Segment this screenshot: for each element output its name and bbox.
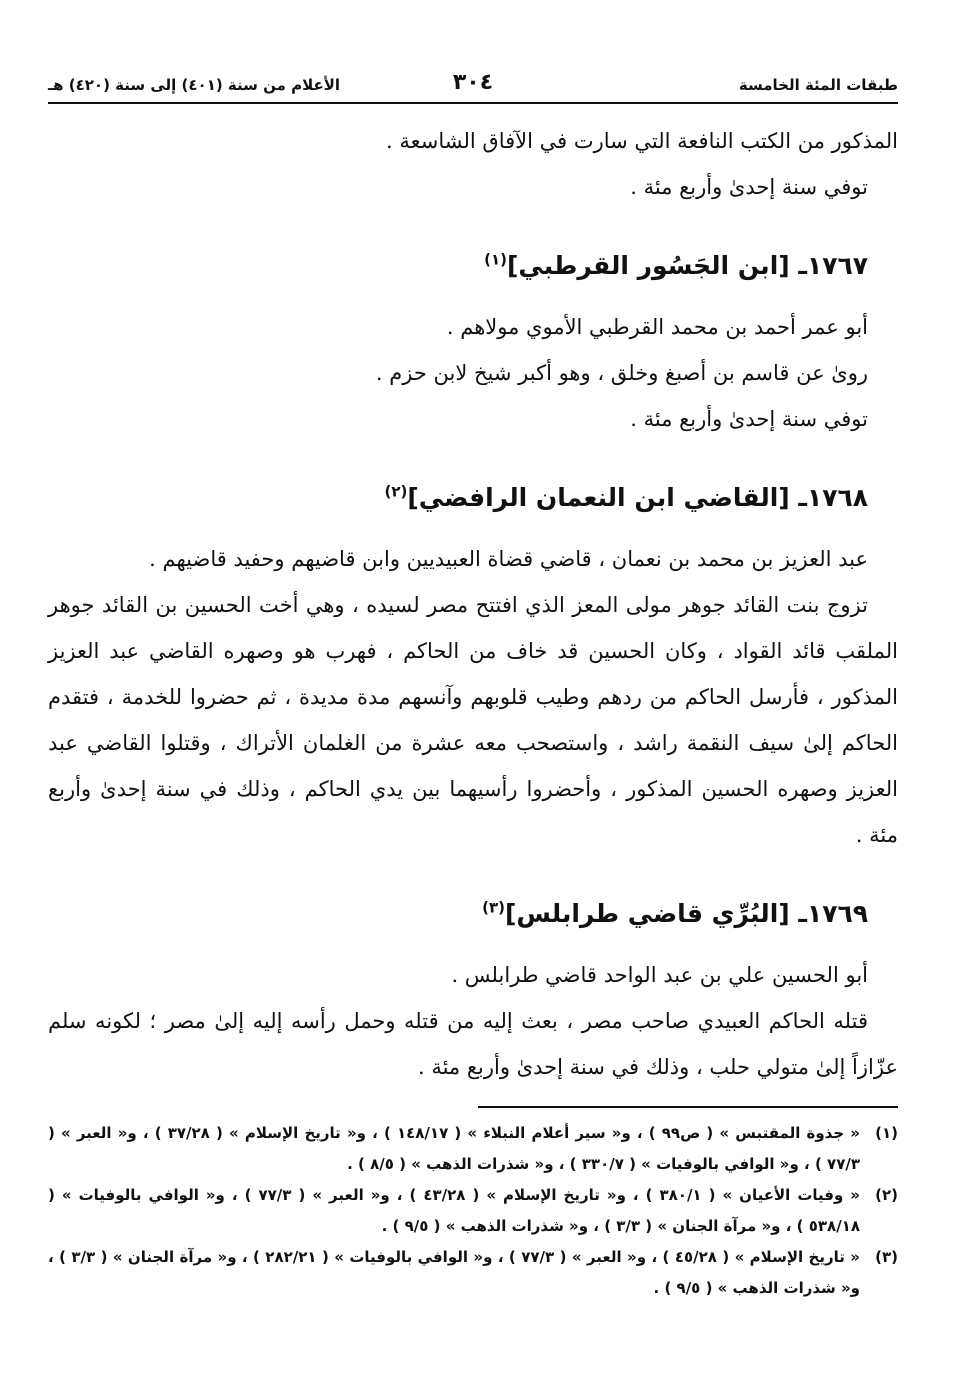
- footnote-ref[interactable]: (٣): [482, 898, 505, 917]
- running-title: الأعلام من سنة (٤٠١) إلى سنة (٤٢٠) هـ: [48, 76, 341, 94]
- footnote: [48, 1118, 898, 1180]
- footnote: [48, 1180, 898, 1242]
- footnote-number: (١): [875, 1124, 898, 1142]
- entry-paragraph: أبو الحسين علي بن عبد الواحد قاضي طرابلس .: [451, 963, 868, 987]
- entry-title: ١٧٦٧ـ [ابن الجَسُور القرطبي]: [506, 251, 868, 280]
- intro-paragraph: المذكور من الكتب النافعة التي سارت في الآفاق الشاسعة .: [386, 129, 898, 153]
- footnote-text: « تاريخ الإسلام » ( ٤٥/٢٨ ) ، و« العبر » ( ٧٧/٣ ) ، و« الوافي بالوفيات » ( ٢٨٢/٢١ ) ، و« مرآة الجنان » ( ٣/٣ ) ، و« شذرات الذهب » ( ٩/٥ ) .: [48, 1248, 860, 1297]
- entry-paragraph: تزوج بنت القائد جوهر مولى المعز الذي افتتح مصر لسيده ، وهي أخت الحسين بن القائد جوهر الملقب قائد القواد ، وكان الحسين قد خاف من الحاكم ، فهرب هو وصهره القاضي عبد العزيز المذكور ، فأرسل الحاكم من ردهم وطيب قلوبهم وآنسهم مدة مديدة ، ثم حضروا للخدمة ، فتقدم الحاكم إلىٰ سيف النقمة راشد ، واستصحب معه عشرة من الغلمان الأتراك ، وقتلوا القاضي عبد العزيز وصهره الحسين المذكور ، وأحضروا رأسيهما بين يدي الحاكم ، وذلك في سنة إحدىٰ وأربع مئة .: [48, 593, 898, 847]
- entry-paragraph: قتله الحاكم العبيدي صاحب مصر ، بعث إليه من قتله وحمل رأسه إليه إلىٰ مصر ؛ لكونه سلم عزّازاً إلىٰ متولي حلب ، وذلك في سنة إحدىٰ وأربع مئة .: [48, 1009, 898, 1079]
- entry-heading: [48, 240, 868, 292]
- footnote-ref[interactable]: (١): [484, 250, 507, 269]
- page-number: ٣٠٤: [452, 70, 494, 95]
- footnote-text: « وفيات الأعيان » ( ٣٨٠/١ ) ، و« تاريخ الإسلام » ( ٤٣/٢٨ ) ، و« العبر » ( ٧٧/٣ ) ، و« الوافي بالوفيات » ( ٥٣٨/١٨ ) ، و« مرآة الجنان » ( ٣/٣ ) ، و« شذرات الذهب » ( ٩/٥ ) .: [48, 1186, 860, 1235]
- book-page: [48, 60, 898, 1304]
- footnote: [48, 1242, 898, 1304]
- entry-paragraph: أبو عمر أحمد بن محمد القرطبي الأموي مولاهم .: [446, 315, 868, 339]
- footnote-text: « جذوة المقتبس » ( ص٩٩ ) ، و« سير أعلام النبلاء » ( ١٤٨/١٧ ) ، و« تاريخ الإسلام » ( ٣٧/٢٨ ) ، و« العبر » ( ٧٧/٣ ) ، و« الوافي بالوفيات » ( ٣٣٠/٧ ) ، و« شذرات الذهب » ( ٨/٥ ) .: [48, 1124, 860, 1173]
- entry-heading: [48, 472, 868, 524]
- footnotes: [48, 1118, 898, 1304]
- footnote-number: (٣): [875, 1248, 898, 1266]
- entry-heading: [48, 888, 868, 940]
- entry-title: ١٧٦٨ـ [القاضي ابن النعمان الرافضي]: [407, 483, 868, 512]
- intro-paragraph: توفي سنة إحدىٰ وأربع مئة .: [630, 175, 868, 199]
- entry-paragraph: توفي سنة إحدىٰ وأربع مئة .: [630, 407, 868, 431]
- entry-paragraph: رویٰ عن قاسم بن أصبغ وخلق ، وهو أكبر شيخ لابن حزم .: [375, 361, 868, 385]
- entry-title: ١٧٦٩ـ [البُرِّي قاضي طرابلس]: [505, 899, 868, 928]
- footnote-number: (٢): [875, 1186, 898, 1204]
- page-body: [48, 118, 898, 1090]
- footnote-divider: [478, 1106, 898, 1108]
- book-section-title: طبقات المئة الخامسة: [738, 76, 898, 94]
- entry-paragraph: عبد العزيز بن محمد بن نعمان ، قاضي قضاة العبيديين وابن قاضيهم وحفيد قاضيهم .: [149, 547, 868, 571]
- page-header: [48, 60, 898, 104]
- footnote-ref[interactable]: (٢): [384, 482, 408, 501]
